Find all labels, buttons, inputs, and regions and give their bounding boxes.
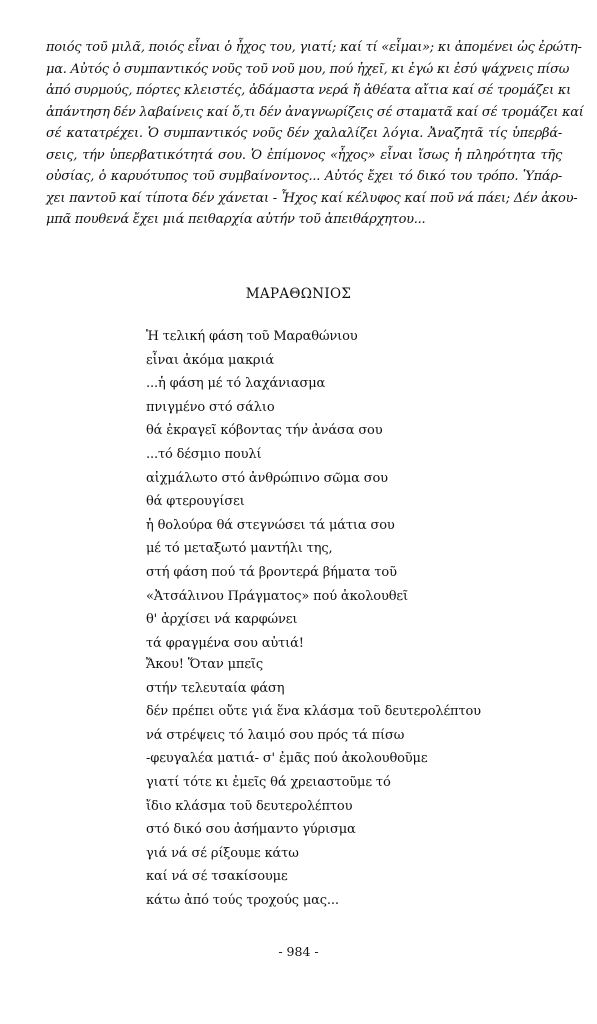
prose-paragraph [46,37,584,231]
prose-line-last: μπᾶ πουθενά ἔχει μιά πειθαρχία αὐτήν τοῦ ἀπειθάρχητου... [46,212,426,227]
poem-verse: γιά νά σέ ρίξουμε κάτω [146,845,299,861]
prose-line: ἀπό συρμούς, πόρτες κλειστές, ἀδάμαστα νερά ἤ ἀθέατα αἴτια καί σέ τρομάζει κι [46,83,571,98]
page-number: - 984 - [278,944,319,959]
poem-verse: «Ἀτσάλινου Πράγματος» πού ἀκολουθεῖ [146,588,408,604]
poem-verse: νά στρέψεις τό λαιμό σου πρός τά πίσω [146,727,405,743]
poem-verse: καί νά σέ τσακίσουμε [146,869,288,885]
poem-verse: στή φάση πού τά βροντερά βήματα τοῦ [146,564,397,580]
poem-verse: ἡ θολούρα θά στεγνώσει τά μάτια σου [146,517,395,533]
poem-stanza-1 [146,325,546,655]
poem-title: ΜΑΡΑΘΩΝΙΟΣ [245,286,352,302]
poem-verse: ἴδιο κλάσμα τοῦ δευτερολέπτου [146,798,353,814]
prose-line: μα. Αὐτός ὁ συμπαντικός νοῦς τοῦ νοῦ μου, πού ἠχεῖ, κι ἐγώ κι ἐσύ ψάχνεις πίσω [46,61,570,77]
poem-verse: θά φτερουγίσει [146,494,245,510]
poem-verse: τά φραγμένα σου αὐτιά! [146,635,304,651]
prose-line: οὐσίας, ὁ καρυότυπος τοῦ συμβαίνοντος... Αὐτός ἔχει τό δικό του τρόπο. Ὑπάρ- [46,169,562,184]
prose-line: ἀπάντηση δέν λαβαίνεις καί ὅ,τι δέν ἀναγνωρίζεις σέ σταματᾶ καί σέ τρομάζει καί [46,104,584,120]
poem-verse: στήν τελευταία φάση [146,680,285,696]
poem-verse: στό δικό σου ἀσήμαντο γύρισμα [146,822,356,838]
poem-verse: Ἄκου! Ὅταν μπεῖς [146,657,263,672]
poem-verse: πνιγμένο στό σάλιο [146,399,275,415]
prose-line: σέ κατατρέχει. Ὁ συμπαντικός νοῦς δέν χαλαλίζει λόγια. Ἀναζητᾶ τίς ὑπερβά- [46,126,562,141]
poem-verse: δέν πρέπει οὔτε γιά ἕνα κλάσμα τοῦ δευτερολέπτου [146,704,481,720]
poem-verse: ...τό δέσμιο πουλί [146,446,262,462]
poem-verse: κάτω ἀπό τούς τροχούς μας... [146,892,339,908]
poem-stanza-2 [146,653,546,913]
poem-verse: ...ἡ φάση μέ τό λαχάνιασμα [146,376,326,392]
prose-line: ποιός τοῦ μιλᾶ, ποιός εἶναι ὁ ἦχος του, γιατί; καί τί «εἶμαι»; κι ἀπομένει ὡς ἐρώτη- [46,40,582,55]
poem-verse: μέ τό μεταξωτό μαντήλι της, [146,541,333,557]
prose-line: χει παντοῦ καί τίποτα δέν χάνεται - Ἦχος καί κέλυφος καί ποῦ νά πάει; Δέν ἀκου- [46,190,578,206]
poem-verse: θ' ἀρχίσει νά καρφώνει [146,612,298,628]
poem-verse: θά ἐκραγεῖ κόβοντας τήν ἀνάσα σου [146,423,383,439]
poem-verse: γιατί τότε κι ἐμεῖς θά χρειαστοῦμε τό [146,774,391,790]
poem-verse: εἶναι ἀκόμα μακριά [146,352,275,368]
prose-line: σεις, τήν ὑπερβατικότητά σου. Ὁ ἐπίμονος «ἦχος» εἶναι ἴσως ἡ πληρότητα τῆς [46,147,562,163]
poem-verse: Ἡ τελική φάση τοῦ Μαραθώνιου [146,329,358,344]
poem-verse: αἰχμάλωτο στό ἀνθρώπινο σῶμα σου [146,470,388,486]
poem-verse: -φευγαλέα ματιά- σ' ἐμᾶς πού ἀκολουθοῦμε [146,751,428,767]
